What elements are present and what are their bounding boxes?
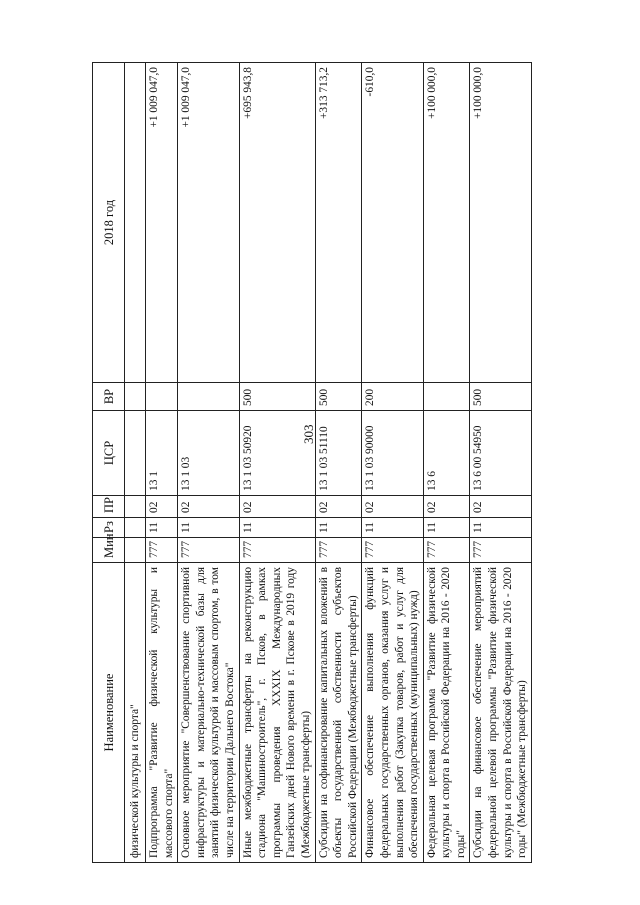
row-vr bbox=[146, 383, 178, 411]
table-row bbox=[315, 63, 362, 863]
header-vr: ВР bbox=[93, 383, 125, 411]
table-row bbox=[362, 63, 423, 863]
table-row bbox=[423, 63, 470, 863]
header-name: Наименование bbox=[93, 563, 125, 863]
header-csr: ЦСР bbox=[93, 411, 125, 496]
row-name: Иные межбюджетные трансферты на реконструкцию стадиона "Машиностроитель", г. Псков, в рамках программы проведения XXXIX Международных Ганзейских дней Нового времени в г. Пскове в 2019 году (Межбюджетные трансферты) bbox=[239, 563, 315, 863]
row-amount: +1 009 047,0 bbox=[178, 63, 239, 383]
table-row bbox=[239, 63, 315, 863]
table-header-row bbox=[93, 63, 125, 863]
row-csr: 13 1 03 50920 bbox=[239, 411, 315, 496]
table-row bbox=[178, 63, 239, 863]
row-pr: 02 bbox=[423, 496, 470, 518]
row-rz: 11 bbox=[178, 518, 239, 538]
row-min: 777 bbox=[239, 538, 315, 563]
row-csr: 13 6 00 54950 bbox=[470, 411, 531, 496]
row-pr: 02 bbox=[239, 496, 315, 518]
row-rz: 11 bbox=[315, 518, 362, 538]
row-vr: 500 bbox=[470, 383, 531, 411]
row-rz: 11 bbox=[470, 518, 531, 538]
row-name: Подпрограмма "Развитие физической культуры и массового спорта" bbox=[146, 563, 178, 863]
header-rz: Рз bbox=[93, 518, 125, 538]
row-pr: 02 bbox=[178, 496, 239, 518]
row-name: Субсидии на софинансирование капитальных вложений в объекты государственной собственности субъектов Российской Федерации (Межбюджетные трансферты) bbox=[315, 563, 362, 863]
row-pr: 02 bbox=[362, 496, 423, 518]
row-pr: 02 bbox=[470, 496, 531, 518]
row-rz: 11 bbox=[362, 518, 423, 538]
row-min: 777 bbox=[315, 538, 362, 563]
row-amount bbox=[125, 63, 146, 383]
row-min bbox=[125, 538, 146, 563]
row-amount: +100 000,0 bbox=[423, 63, 470, 383]
table-row bbox=[146, 63, 178, 863]
row-vr: 500 bbox=[239, 383, 315, 411]
row-vr: 200 bbox=[362, 383, 423, 411]
row-amount: +313 713,2 bbox=[315, 63, 362, 383]
row-amount: +100 000,0 bbox=[470, 63, 531, 383]
table-row bbox=[125, 63, 146, 863]
row-vr: 500 bbox=[315, 383, 362, 411]
header-year: 2018 год bbox=[93, 63, 125, 383]
row-amount: +695 943,8 bbox=[239, 63, 315, 383]
row-min: 777 bbox=[178, 538, 239, 563]
row-name: Финансовое обеспечение выполнения функций федеральных государственных органов, оказания услуг и выполнения работ (Закупка товаров, работ и услуг для обеспечения государственных (муниципальных) нужд) bbox=[362, 563, 423, 863]
row-csr: 13 1 03 51110 bbox=[315, 411, 362, 496]
row-csr: 13 1 03 90000 bbox=[362, 411, 423, 496]
row-rz bbox=[125, 518, 146, 538]
row-min: 777 bbox=[146, 538, 178, 563]
row-csr: 13 1 bbox=[146, 411, 178, 496]
row-name: физической культуры и спорта" bbox=[125, 563, 146, 863]
table-row bbox=[470, 63, 531, 863]
row-min: 777 bbox=[470, 538, 531, 563]
row-pr: 02 bbox=[315, 496, 362, 518]
row-min: 777 bbox=[423, 538, 470, 563]
row-min: 777 bbox=[362, 538, 423, 563]
rotated-page-content bbox=[92, 63, 604, 863]
row-rz: 11 bbox=[423, 518, 470, 538]
row-rz: 11 bbox=[146, 518, 178, 538]
row-name: Основное мероприятие "Совершенствование спортивной инфраструктуры и материально-технической базы для занятий физической культурой и массовым спортом, в том числе на территории Дальнего Востока" bbox=[178, 563, 239, 863]
row-pr bbox=[125, 496, 146, 518]
row-rz: 11 bbox=[239, 518, 315, 538]
row-pr: 02 bbox=[146, 496, 178, 518]
budget-table bbox=[92, 62, 532, 863]
row-name: Субсидии на финансовое обеспечение мероприятий федеральной целевой программы "Развитие физической культуры и спорта в Российской Федерации на 2016 - 2020 годы" (Межбюджетные трансферты) bbox=[470, 563, 531, 863]
row-vr bbox=[178, 383, 239, 411]
row-vr bbox=[125, 383, 146, 411]
row-name: Федеральная целевая программа "Развитие физической культуры и спорта в Российской Федерации на 2016 - 2020 годы" bbox=[423, 563, 470, 863]
header-min: Мин bbox=[93, 538, 125, 563]
page-number: 303 bbox=[301, 424, 316, 444]
header-pr: ПР bbox=[93, 496, 125, 518]
row-csr: 13 6 bbox=[423, 411, 470, 496]
row-vr bbox=[423, 383, 470, 411]
row-amount: +1 009 047,0 bbox=[146, 63, 178, 383]
row-csr: 13 1 03 bbox=[178, 411, 239, 496]
row-csr bbox=[125, 411, 146, 496]
row-amount: -610,0 bbox=[362, 63, 423, 383]
